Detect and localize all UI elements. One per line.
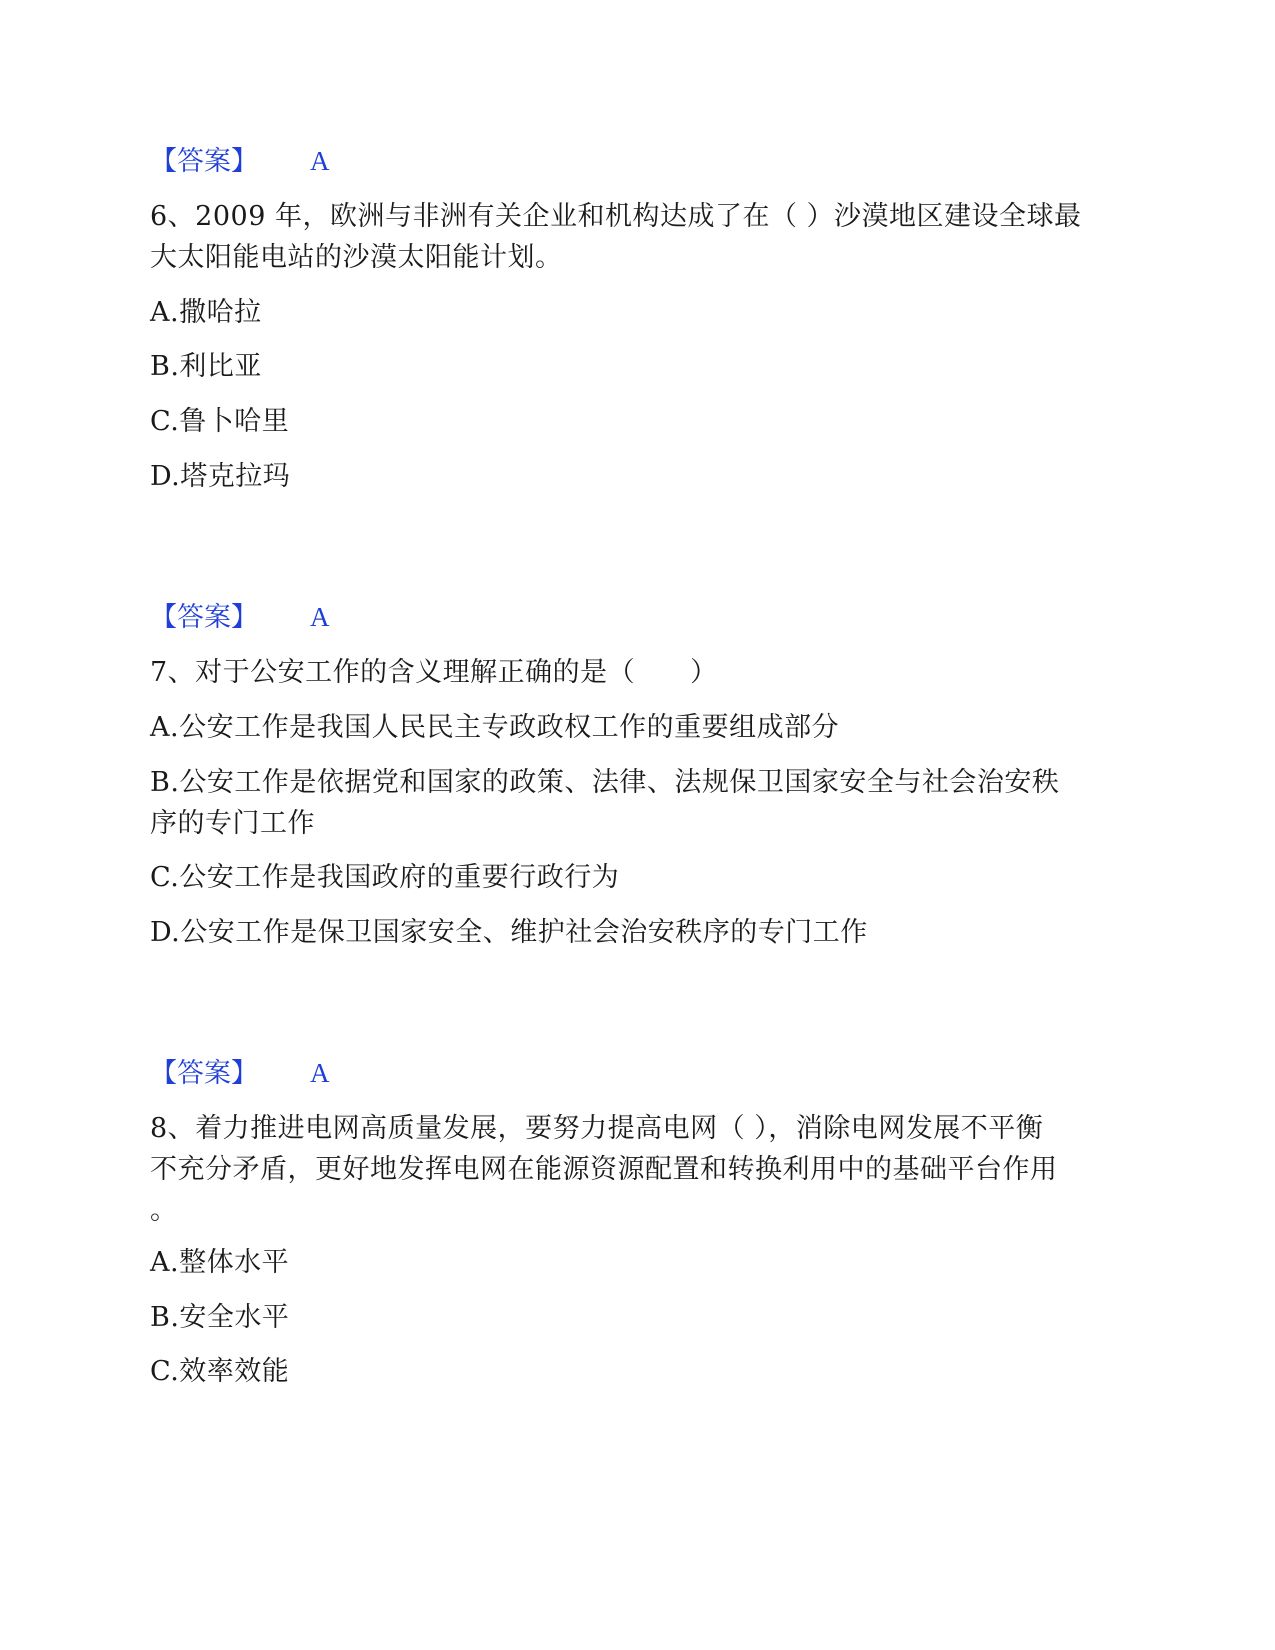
question-8-option-b: B.安全水平 [150,1302,290,1333]
answer-value: A [310,602,330,632]
question-6-option-d: D.塔克拉玛 [150,461,291,492]
question-7-option-c: C.公安工作是我国政府的重要行政行为 [150,862,620,893]
question-6-option-b: B.利比亚 [150,351,262,382]
question-7-option-b-cont: 序的专门工作 [150,808,315,839]
question-8-line-3: 。 [150,1195,178,1226]
answer-label: 【答案】 [150,602,258,633]
question-7-option-d: D.公安工作是保卫国家安全、维护社会治安秩序的专门工作 [150,917,868,948]
answer-label: 【答案】 [150,1058,258,1089]
question-6-option-c: C.鲁卜哈里 [150,406,290,437]
question-8-line-1: 8、着力推进电网高质量发展，要努力提高电网（ ），消除电网发展不平衡 [150,1113,1044,1144]
question-6-line-2: 大太阳能电站的沙漠太阳能计划。 [150,242,563,273]
answer-value: A [310,146,330,176]
question-7-line-1: 7、对于公安工作的含义理解正确的是（ ） [150,657,718,688]
answer-line [150,599,330,636]
answer-line [150,1055,330,1092]
question-6-option-a: A.撒哈拉 [150,297,262,328]
question-8-option-a: A.整体水平 [150,1247,290,1278]
question-7-option-b: B.公安工作是依据党和国家的政策、法律、法规保卫国家安全与社会治安秩 [150,767,1060,798]
question-8-line-2: 不充分矛盾，更好地发挥电网在能源资源配置和转换利用中的基础平台作用 [150,1154,1058,1185]
answer-line [150,143,330,180]
answer-label: 【答案】 [150,146,258,177]
question-8-option-c: C.效率效能 [150,1356,290,1387]
question-6-line-1: 6、2009 年，欧洲与非洲有关企业和机构达成了在（ ）沙漠地区建设全球最 [150,201,1082,232]
question-7-option-a: A.公安工作是我国人民民主专政政权工作的重要组成部分 [150,712,840,743]
answer-value: A [310,1058,330,1088]
